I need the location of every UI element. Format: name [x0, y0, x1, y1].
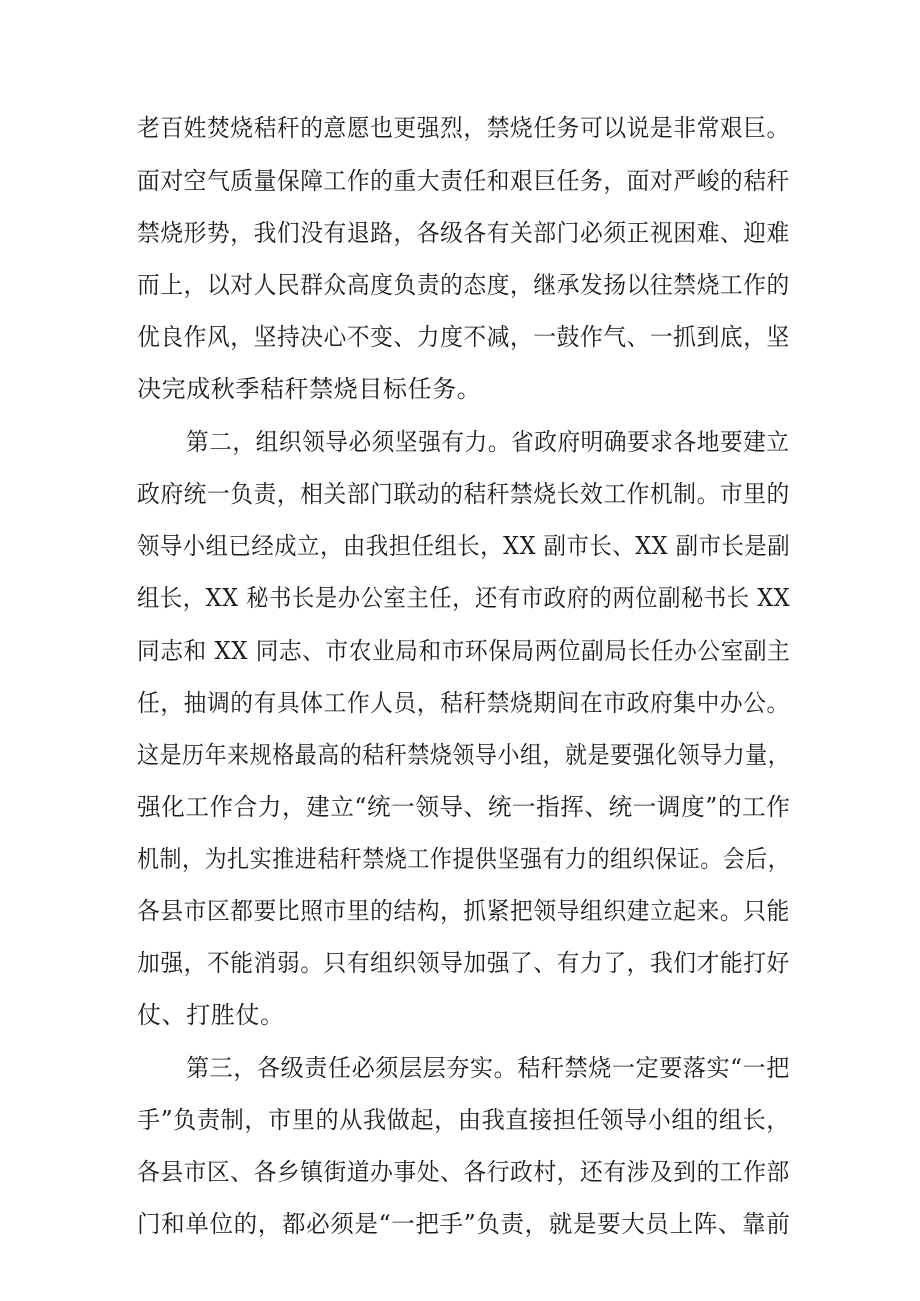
text-line: 组长，XX 秘书长是办公室主任，还有市政府的两位副秘书长 XX	[137, 584, 791, 612]
text-line: 这是历年来规格最高的秸秆禁烧领导小组，就是要强化领导力量，	[137, 741, 791, 769]
text-line: 各县市区都要比照市里的结构，抓紧把领导组织建立起来。只能	[137, 897, 790, 925]
text-line: 加强，不能消弱。只有组织领导加强了、有力了，我们才能打好	[137, 949, 790, 977]
text-line: 第二，组织领导必须坚强有力。省政府明确要求各地要建立	[186, 428, 790, 456]
text-line: 政府统一负责，相关部门联动的秸秆禁烧长效工作机制。市里的	[137, 480, 790, 508]
text-line: 任，抽调的有具体工作人员，秸秆禁烧期间在市政府集中办公。	[137, 689, 790, 717]
text-line: 仗、打胜仗。	[137, 1001, 285, 1029]
text-line: 手”负责制，市里的从我做起，由我直接担任领导小组的组长，	[137, 1106, 791, 1134]
text-line: 优良作风，坚持决心不变、力度不减，一鼓作气、一抓到底，坚	[137, 323, 790, 351]
text-line: 强化工作合力，建立“统一领导、统一指挥、统一调度”的工作	[137, 793, 791, 821]
text-line: 同志和 XX 同志、市农业局和市环保局两位副局长任办公室副主	[137, 637, 791, 665]
text-line: 领导小组已经成立，由我担任组长，XX 副市长、XX 副市长是副	[137, 532, 791, 560]
text-line: 各县市区、各乡镇街道办事处、各行政村，还有涉及到的工作部	[137, 1158, 790, 1186]
text-line: 门和单位的，都必须是“一把手”负责，就是要大员上阵、靠前	[137, 1210, 791, 1238]
text-line: 面对空气质量保障工作的重大责任和艰巨任务，面对严峻的秸秆	[137, 167, 790, 195]
text-line: 禁烧形势，我们没有退路，各级各有关部门必须正视困难、迎难	[137, 219, 790, 247]
text-line: 第三，各级责任必须层层夯实。秸秆禁烧一定要落实“一把	[186, 1054, 790, 1082]
text-line: 老百姓焚烧秸秆的意愿也更强烈，禁烧任务可以说是非常艰巨。	[137, 114, 790, 142]
text-line: 决完成秋季秸秆禁烧目标任务。	[137, 375, 482, 403]
text-line: 而上，以对人民群众高度负责的态度，继承发扬以往禁烧工作的	[137, 271, 790, 299]
text-line: 机制，为扎实推进秸秆禁烧工作提供坚强有力的组织保证。会后，	[137, 845, 791, 873]
